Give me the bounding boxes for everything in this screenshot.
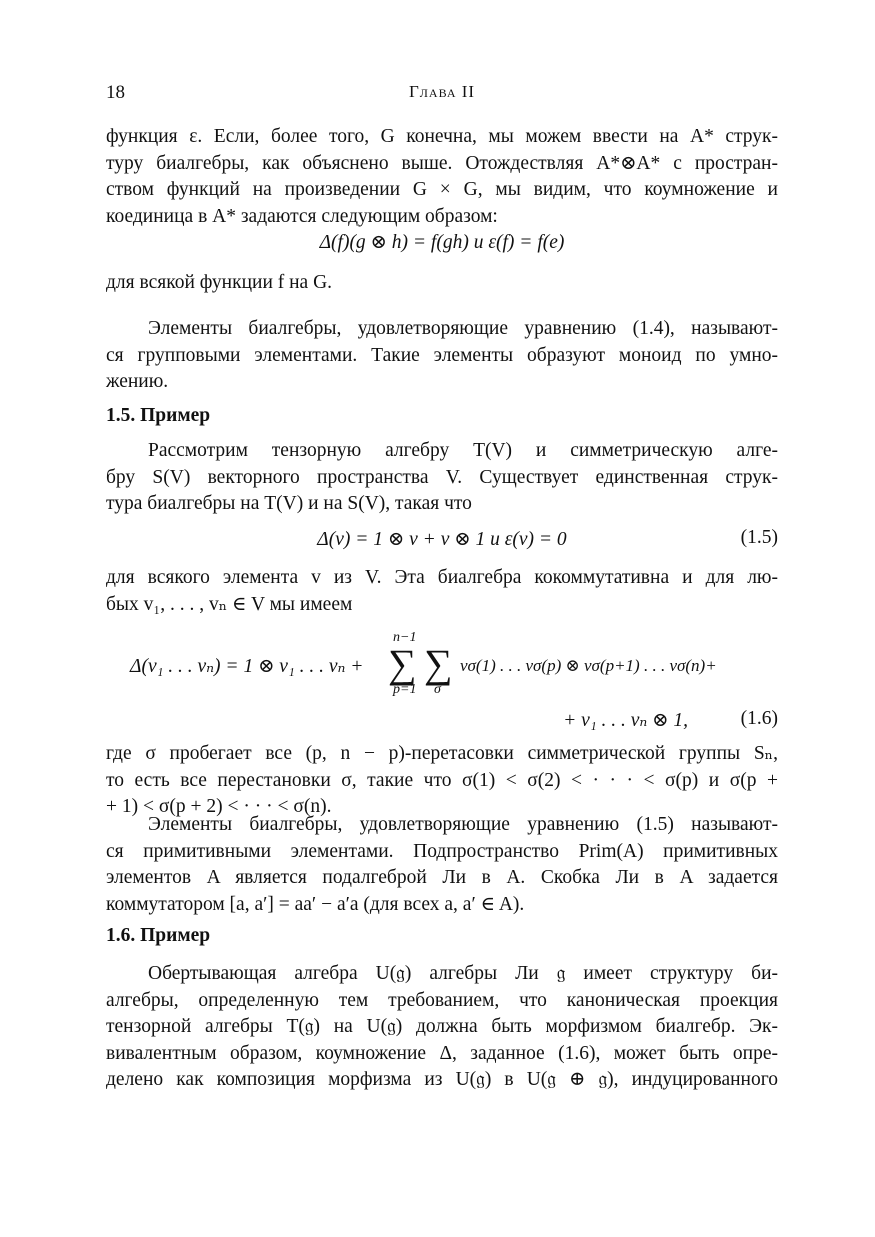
sum-symbol-1: ∑ <box>388 641 417 686</box>
page-number: 18 <box>106 82 125 103</box>
page-header <box>106 82 778 106</box>
equation-number: (1.6) <box>740 708 778 729</box>
text-line: коединица в A* задаются следующим образом: <box>106 205 498 227</box>
paragraph-4 <box>106 438 778 518</box>
text-line: туру биалгебры, как объяснено выше. Отождествляя A*⊗A* с простран- <box>106 152 778 174</box>
text-line: + 1) < σ(p + 2) < · · · < σ(n). <box>106 796 332 817</box>
text-line: где σ пробегает все (p, n − p)-перетасовки симметрической группы Sₙ, <box>106 743 778 764</box>
text-line: бых v₁, . . . , vₙ ∈ V мы имеем <box>106 593 353 615</box>
text-line: ся групповыми элементами. Такие элементы образуют моноид по умно- <box>106 344 778 366</box>
section-heading-1-5: 1.5. Пример <box>106 405 211 426</box>
text-line: то есть все перестановки σ, такие что σ(1) < σ(2) < · · · < σ(p) и σ(p + <box>106 769 778 791</box>
text-line: тура биалгебры на T(V) и на S(V), такая что <box>106 493 472 514</box>
equation-number: (1.5) <box>740 527 778 548</box>
paragraph-3 <box>106 316 778 396</box>
sum-symbol-2: ∑ <box>424 641 453 686</box>
formula-1-6 <box>106 628 778 738</box>
formula-lhs: Δ(v₁ . . . vₙ) = 1 ⊗ v₁ . . . vₙ + <box>130 656 364 677</box>
paragraph-5 <box>106 565 778 618</box>
sum-lower-limit-p: p=1 <box>393 682 417 697</box>
text-line: ся примитивными элементами. Подпространство Prim(A) примитивных <box>106 840 778 862</box>
paragraph-1 <box>106 124 778 230</box>
formula-line2: + v₁ . . . vₙ ⊗ 1, <box>563 710 688 731</box>
text-line: для всякой функции f на G. <box>106 272 333 293</box>
text-line: вивалентным образом, коумножение Δ, заданное (1.6), может быть опре- <box>106 1042 778 1064</box>
formula-rhs: vσ(1) . . . vσ(p) ⊗ vσ(p+1) . . . vσ(n)+ <box>460 656 717 675</box>
text-line: тензорной алгебры T(𝔤) на U(𝔤) должна быть морфизмом биалгебр. Эк- <box>106 1016 778 1037</box>
text-line: бру S(V) векторного пространства V. Существует единственная струк- <box>106 466 778 488</box>
formula-1-5 <box>106 527 778 551</box>
text-line: Элементы биалгебры, удовлетворяющие уравнению (1.5) называют- <box>148 814 778 835</box>
text-line: элементов A является подалгеброй Ли в A. Скобка Ли в A задается <box>106 867 778 888</box>
text-line: жению. <box>106 371 169 392</box>
text-line: делено как композиция морфизма из U(𝔤) в U(𝔤 ⊕ 𝔤), индуцированного <box>106 1069 778 1090</box>
paragraph-7 <box>106 812 778 918</box>
paragraph-2 <box>106 270 778 297</box>
text-line: коммутатором [a, a′] = aa′ − a′a (для всех a, a′ ∈ A). <box>106 893 525 915</box>
text-line: Рассмотрим тензорную алгебру T(V) и симметрическую алге- <box>148 440 778 461</box>
formula-text: Δ(f)(g ⊗ h) = f(gh) и ε(f) = f(e) <box>319 232 565 253</box>
text-line: ством функций на произведении G × G, мы видим, что коумножение и <box>106 179 778 200</box>
text-line: функция ε. Если, более того, G конечна, мы можем ввести на A* струк- <box>106 126 778 147</box>
section-heading-1-6: 1.6. Пример <box>106 925 211 946</box>
sum-upper-limit: n−1 <box>393 630 417 645</box>
paragraph-8 <box>106 961 778 1094</box>
sum-lower-limit-sigma: σ <box>434 682 441 697</box>
paragraph-6 <box>106 741 778 821</box>
text-line: Элементы биалгебры, удовлетворяющие уравнению (1.4), называют- <box>148 318 778 339</box>
text-line: Обертывающая алгебра U(𝔤) алгебры Ли 𝔤 имеет структуру би- <box>148 963 778 984</box>
text-line: для всякого элемента v из V. Эта биалгебра кокоммутативна и для лю- <box>106 567 778 588</box>
chapter-title: Глава II <box>408 82 476 101</box>
formula-coproduct-functions <box>106 230 778 254</box>
formula-text: Δ(v) = 1 ⊗ v + v ⊗ 1 и ε(v) = 0 <box>317 529 567 550</box>
text-line: алгебры, определенную тем требованием, что каноническая проекция <box>106 989 778 1011</box>
